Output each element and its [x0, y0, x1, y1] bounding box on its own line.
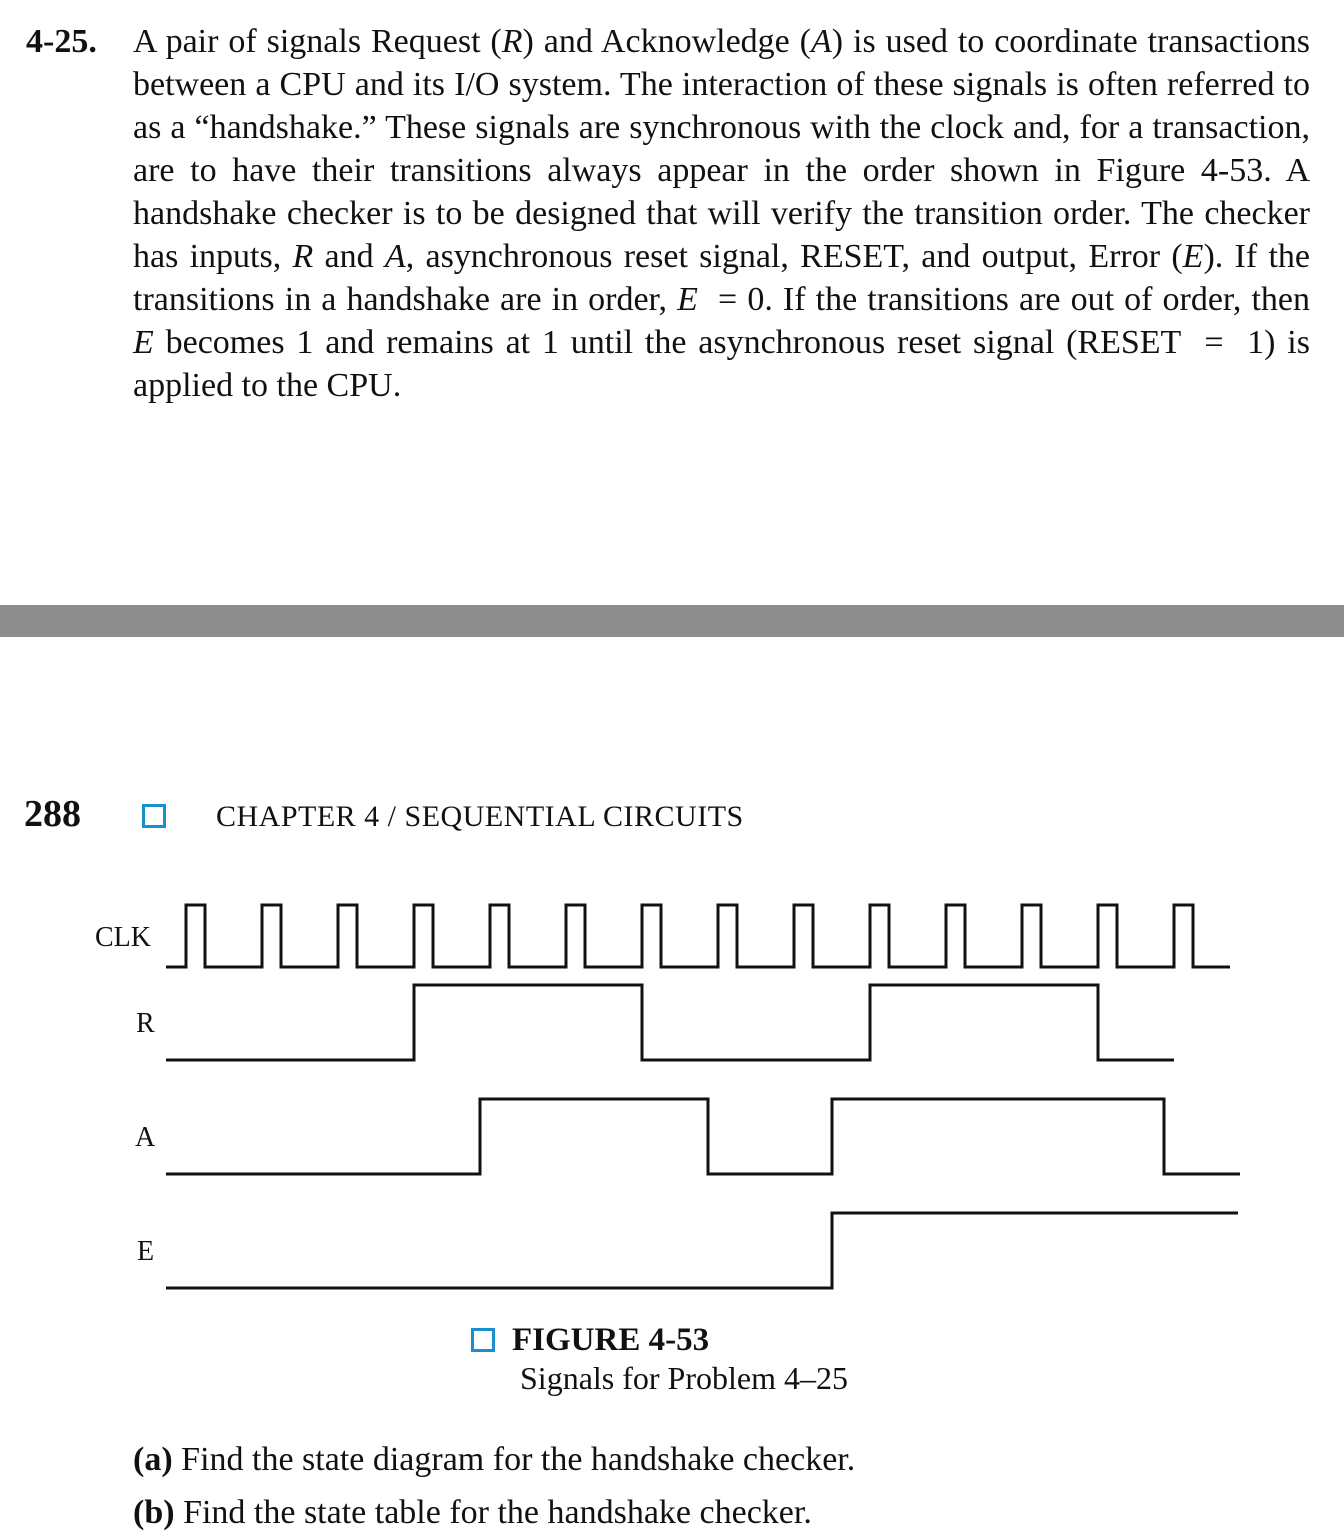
header-square-icon [142, 804, 166, 828]
chapter-title: CHAPTER 4 / SEQUENTIAL CIRCUITS [216, 800, 744, 833]
r-waveform [166, 985, 1174, 1060]
problem-number: 4-25. [26, 23, 97, 60]
problem-paragraph: A pair of signals Request (R) and Acknowledge (A) is used to coordinate transactions between a CPU and its I/O system. The interaction of these signals is often referred to as a “handshake.” These signals are synchronous with the clock and, for a transaction, are to have their transitions always appear in the order shown in Figure 4-53. A handshake checker is to be designed that will verify the transition order. The checker has inputs, R and A, asynchronous reset signal, RESET, and output, Error (E). If the transitions in a handshake are in order, E = 0. If the transitions are out of order, then E becomes 1 and remains at 1 until the asynchronous reset signal (RESET = 1) is applied to the CPU. [133, 23, 1311, 404]
question-a-label: (a) [133, 1441, 173, 1478]
clk-label: CLK [95, 922, 151, 953]
page-separator-band [0, 605, 1344, 637]
timing-diagram [0, 880, 1344, 1300]
question-b-text: Find the state table for the handshake checker. [174, 1494, 812, 1531]
clk-waveform [166, 905, 1230, 967]
r-label: R [136, 1008, 155, 1039]
question-a-text: Find the state diagram for the handshake checker. [172, 1441, 856, 1478]
question-b-label: (b) [133, 1494, 175, 1531]
figure-title: FIGURE 4-53 [512, 1322, 710, 1358]
e-label: E [137, 1236, 155, 1267]
a-waveform [166, 1099, 1240, 1174]
figure-square-icon [471, 1328, 495, 1352]
problem-text [133, 20, 1310, 407]
page-number: 288 [24, 793, 81, 835]
e-waveform [166, 1213, 1238, 1288]
figure-caption: Signals for Problem 4–25 [520, 1360, 848, 1396]
question-a [133, 1438, 855, 1481]
a-label: A [135, 1122, 156, 1153]
question-b [133, 1491, 812, 1534]
